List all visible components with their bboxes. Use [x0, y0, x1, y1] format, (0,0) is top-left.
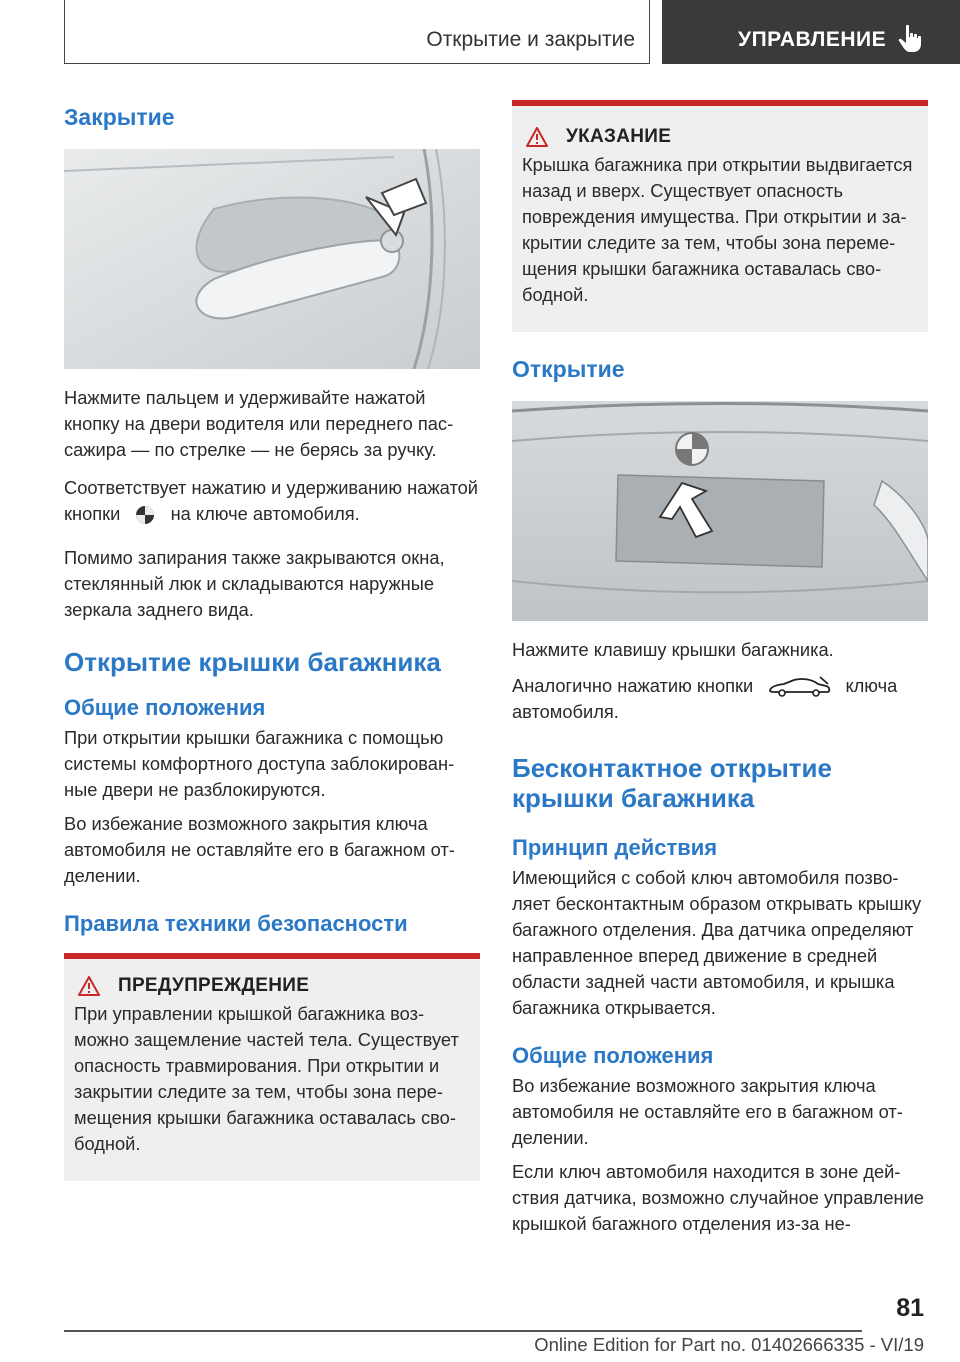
- hand-pointer-icon: [898, 24, 924, 54]
- header-section-box: [64, 0, 650, 64]
- principle-paragraph: Имеющийся с собой ключ автомобиля позволяет бесконтактным образом открывать крышку багажного отделения. Два датчика определяют направленное вперед движение в средней области задней части автомобиля, и крышка багажника открывается.: [512, 867, 922, 1019]
- opening-paragraph-2: [512, 673, 928, 725]
- car-trunk-key-icon: [764, 675, 834, 699]
- general2-paragraph-1: Во избежание возможного закрытия ключа автомобиля не оставляйте его в багажном отделении.: [512, 1075, 903, 1149]
- general2-paragraph-2: Если ключ автомобиля находится в зоне действия датчика, возможно случайное управление крышкой багажного отделения из-за не-: [512, 1161, 924, 1235]
- opening-paragraph-2-start: Аналогично нажатию кнопки: [512, 675, 754, 696]
- closing-paragraph-2-end: на ключе автомобиля.: [170, 503, 360, 524]
- note-title-row: [522, 126, 918, 148]
- opening-paragraph-2-end: ключа автомобиля.: [512, 675, 898, 723]
- note-triangle-icon: [526, 127, 548, 147]
- door-handle-photo: [64, 149, 480, 369]
- closing-paragraph-2: [64, 475, 480, 527]
- principle-heading: Принцип действия: [512, 835, 718, 861]
- closing-paragraph-1: Нажмите пальцем и удерживайте нажатой кнопку на двери водителя или переднего пассажира — по стрелке — не берясь за ручку.: [64, 387, 454, 460]
- footer-edition: Online Edition for Part no. 01402666335 - VI/19: [534, 1334, 924, 1355]
- opening-paragraph-1: Нажмите клавишу крышки багажника.: [512, 639, 834, 660]
- safety-heading: Правила техники безопасности: [64, 911, 408, 937]
- contactless-heading: Бесконтактное открытие крышки багажника: [512, 753, 832, 814]
- door-handle-illustration: [64, 149, 480, 369]
- header-chapter-title: УПРАВЛЕНИЕ: [738, 28, 887, 51]
- closing-paragraph-3: Помимо запирания также закрываются окна, стеклянный люк и складываются наружные зеркала заднего вида.: [64, 547, 445, 621]
- warning-text: При управлении крышкой багажника возможно защемление частей тела. Существует опасность травмирования. При открытии и закрытии следите за тем, чтобы зона перемещения крышки багажника оставалась свободной.: [74, 1003, 459, 1155]
- warning-title-row: [74, 975, 470, 997]
- general-paragraph-1: При открытии крышки багажника с помощью системы комфортного доступа заблокированные двери не разблокируются.: [64, 727, 455, 801]
- page-number: 81: [896, 1294, 924, 1322]
- right-column: [512, 100, 928, 1237]
- closing-heading: Закрытие: [64, 104, 175, 130]
- note-text: Крышка багажника при открытии выдвигается назад и вверх. Существует опасность повреждения имущества. При открытии и закрытии следите за тем, чтобы зона перемещения крышки багажника оставалась свободной.: [522, 154, 913, 305]
- closing-paragraph-2-start: Соответствует нажатию и удерживанию нажатой кнопки: [64, 477, 478, 524]
- left-column: [64, 100, 480, 1181]
- warning-title: ПРЕДУПРЕЖДЕНИЕ: [118, 975, 310, 997]
- warning-triangle-icon: [78, 976, 100, 996]
- trunk-illustration: [512, 401, 928, 621]
- general-heading: Общие положения: [64, 695, 266, 721]
- header-chapter-box: [662, 0, 960, 64]
- general-paragraph-2: Во избежание возможного закрытия ключа автомобиля не оставляйте его в багажном отделении.: [64, 813, 455, 887]
- key-lock-button-icon: [125, 503, 165, 527]
- note-title: УКАЗАНИЕ: [566, 126, 672, 147]
- footer-divider: [64, 1330, 862, 1332]
- note-box: [512, 100, 928, 332]
- trunk-photo: [512, 401, 928, 621]
- warning-box: [64, 959, 480, 1181]
- general2-heading: Общие положения: [512, 1043, 714, 1069]
- opening-heading: Открытие: [512, 356, 625, 382]
- header-section-title: Открытие и закрытие: [426, 28, 635, 51]
- trunk-opening-heading: Открытие крышки багажника: [64, 647, 441, 678]
